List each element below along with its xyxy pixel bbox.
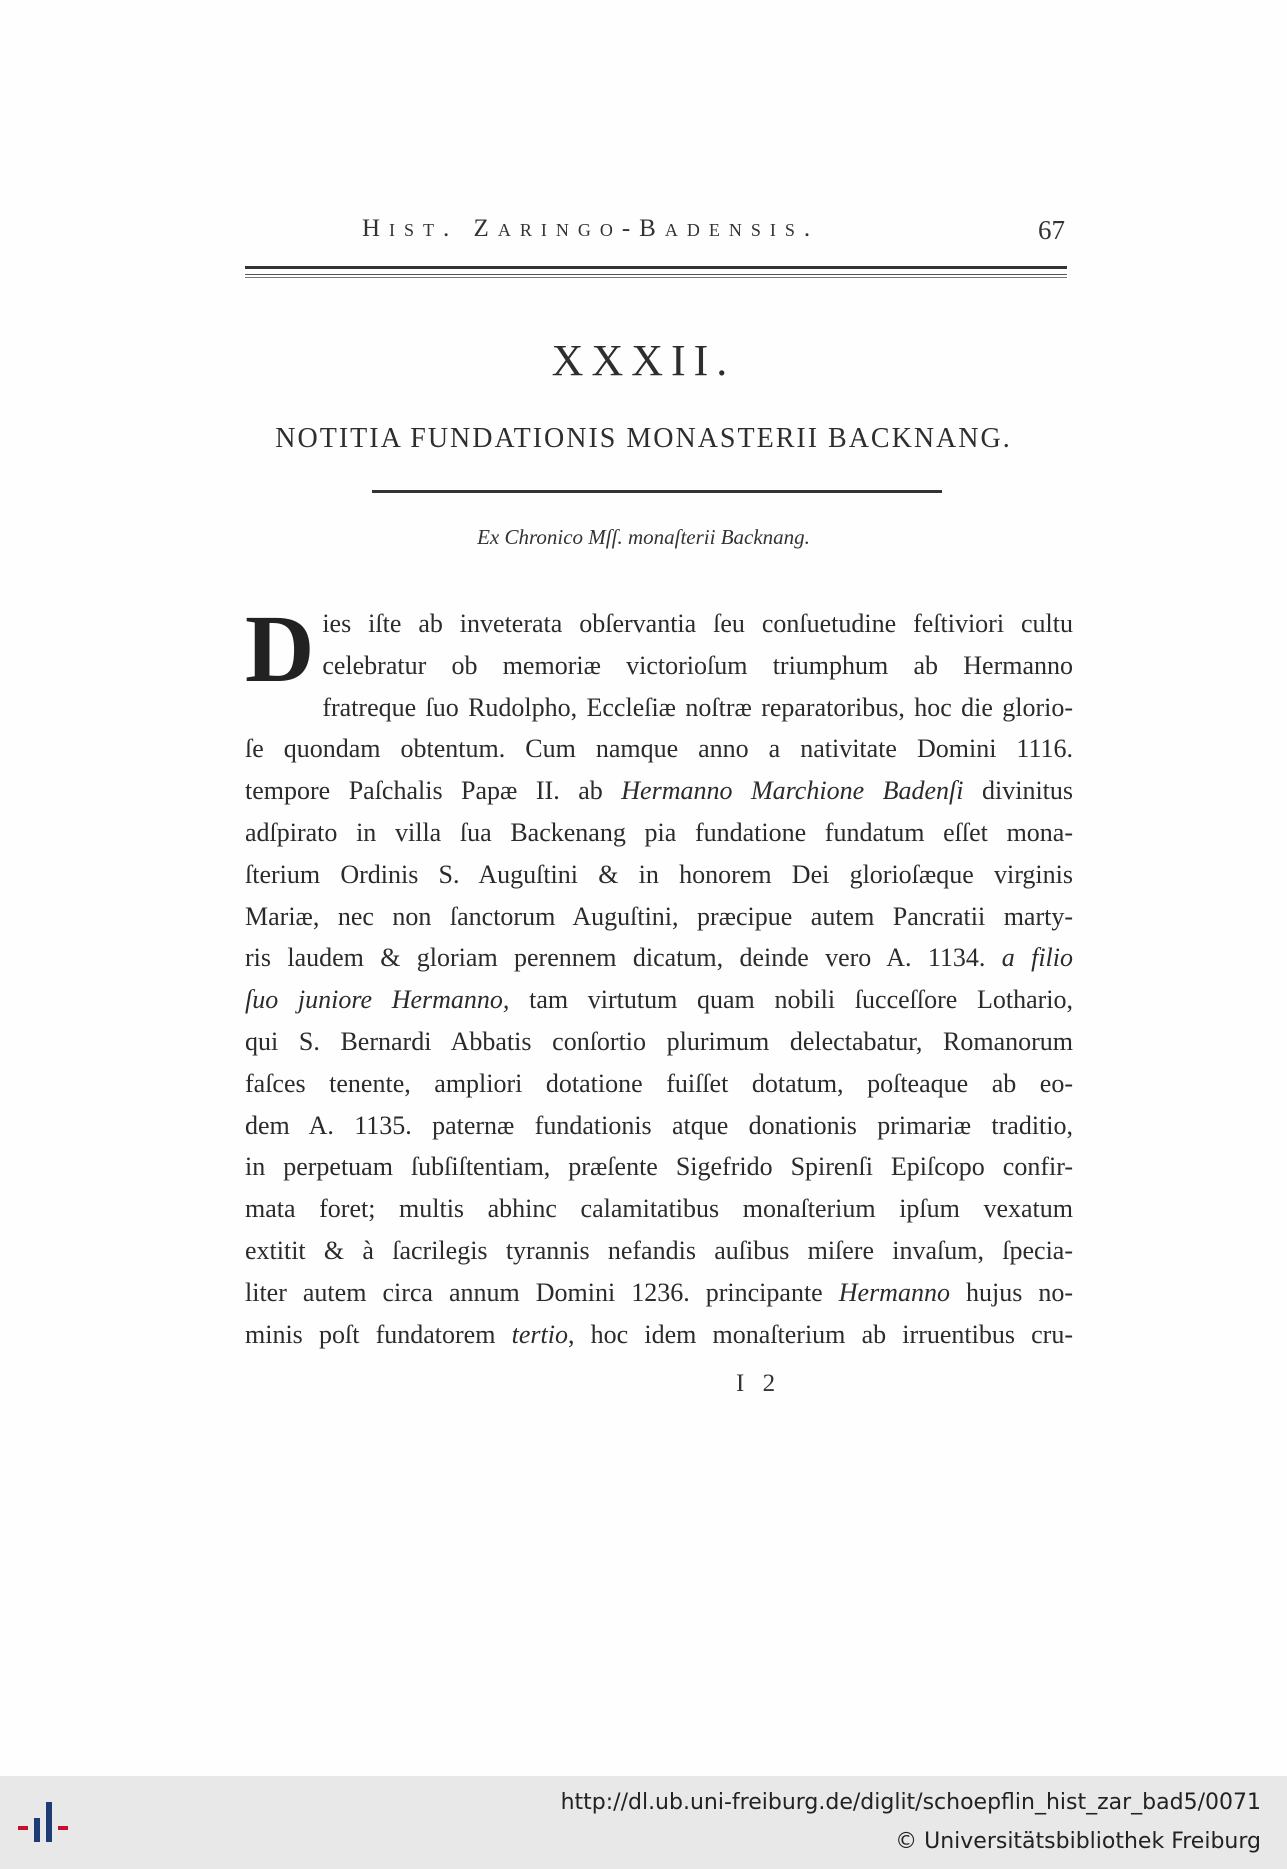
italic-fragment: divinitus [982, 776, 1074, 806]
text-line [245, 1314, 1073, 1356]
text-line: in perpetuam ſubſiſtentiam, præſente Sigefrido Spirenſi Epiſcopo confir- [245, 1152, 1073, 1182]
signature-mark: I 2 [736, 1370, 782, 1397]
text-fragment: liter autem circa annum Domini 1236. principante [245, 1277, 823, 1307]
header-rule-thin [245, 277, 1067, 278]
italic-fragment: Hermanno Marchione Badenſi [621, 776, 964, 806]
text-line: faſces tenente, ampliori dotatione fuiſſet dotatum, poſteaque ab eo- [245, 1068, 1073, 1098]
text-fragment: , hoc idem monaſterium ab irruentibus cru- [567, 1319, 1073, 1349]
drop-cap: D [245, 595, 315, 702]
page-number: 67 [1038, 215, 1065, 245]
chapter-title: NOTITIA FUNDATIONIS MONASTERII BACKNANG. [275, 423, 1012, 454]
footer-copyright: © Universitätsbibliothek Freiburg [895, 1829, 1261, 1854]
text-line: ſterium Ordinis S. Auguſtini & in honorem Dei glorioſæque virginis [245, 859, 1073, 889]
text-line [245, 979, 1073, 1021]
header-rule [245, 266, 1067, 275]
text-line [245, 937, 1073, 979]
text-line: Mariæ, nec non ſanctorum Auguſtini, præcipue autem Pancratii marty- [245, 901, 1073, 931]
text-fragment: tam virtutum quam nobili ſucceſſore Lothario, [529, 985, 1074, 1015]
text-fragment: minis poſt fundatorem [245, 1319, 496, 1349]
text-line: extitit & à ſacrilegis tyrannis nefandis auſibus miſere invaſum, ſpecia- [245, 1235, 1073, 1265]
text-fragment: ris laudem & gloriam perennem dicatum, deinde vero A. 1134. [245, 943, 986, 973]
footer-url-link[interactable]: http://dl.ub.uni-freiburg.de/diglit/schoepflin_hist_zar_bad5/0071 [560, 1790, 1261, 1815]
source-citation: Ex Chronico Mſſ. monaſterii Backnang. [477, 525, 810, 549]
footer-bar [0, 1776, 1287, 1869]
italic-fragment: ſuo juniore Hermanno, [245, 985, 510, 1015]
text-fragment: hujus no- [966, 1277, 1074, 1307]
text-fragment: tempore Paſchalis Papæ II. ab [245, 776, 603, 806]
text-line: mata foret; multis abhinc calamitatibus monaſterium ipſum vexatum [245, 1194, 1073, 1224]
text-line: qui S. Bernardi Abbatis conſortio plurimum delectabatur, Romanorum [245, 1026, 1073, 1056]
body-text [245, 595, 1074, 1355]
text-line: ſe quondam obtentum. Cum namque anno a nativitate Domini 1116. [245, 734, 1073, 764]
title-rule [372, 490, 942, 493]
italic-fragment: tertio [511, 1319, 568, 1349]
text-line: dem A. 1135. paternæ fundationis atque donationis primariæ traditio, [245, 1110, 1073, 1140]
chapter-number: XXXII. [551, 336, 736, 385]
italic-fragment: a filio [1001, 943, 1073, 973]
text-line [245, 1272, 1073, 1314]
text-line: ies iſte ab inveterata obſervantia ſeu conſuetudine feſtiviori cultu [322, 609, 1073, 638]
text-line [245, 770, 1073, 812]
text-line: adſpirato in villa ſua Backenang pia fundatione fundatum eſſet mona- [245, 817, 1073, 847]
ub-freiburg-logo-icon [18, 1796, 78, 1848]
running-head: Hist. Zaringo-Badensis. [362, 215, 820, 242]
italic-fragment: Hermanno [838, 1277, 950, 1307]
text-line: fratreque ſuo Rudolpho, Eccleſiæ noſtræ reparatoribus, hoc die glorio- [322, 692, 1073, 722]
text-line: celebratur ob memoriæ victorioſum triumphum ab Hermanno [322, 650, 1073, 680]
